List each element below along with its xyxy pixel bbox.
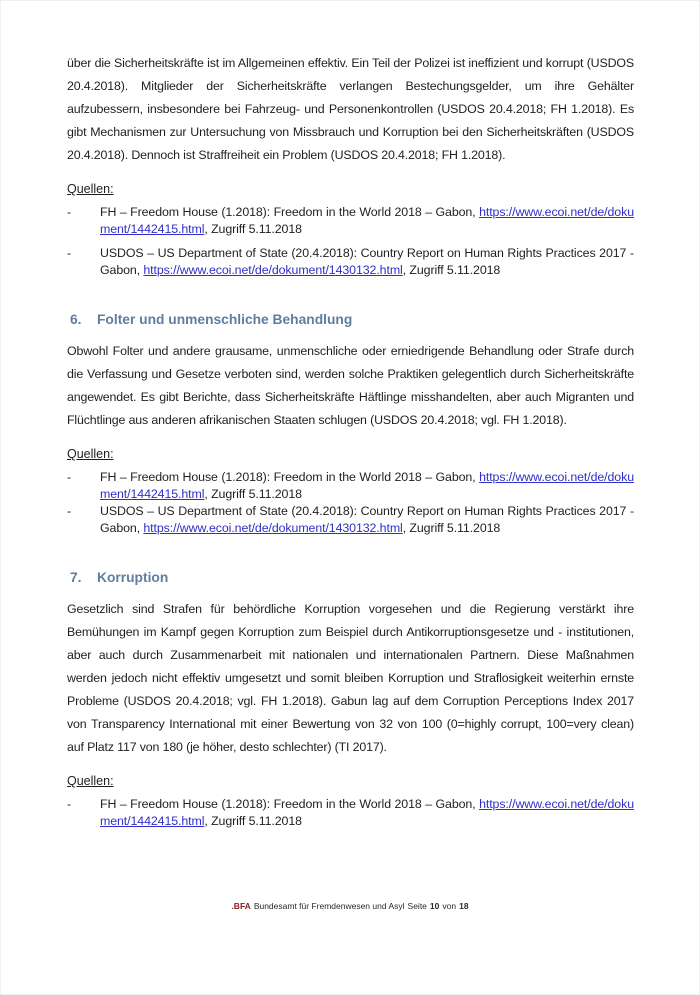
bullet-dash: - <box>67 246 72 260</box>
source-entry <box>100 204 634 237</box>
bullet-dash: - <box>67 504 72 518</box>
footer-of-word: von <box>442 901 457 911</box>
source-link-fh[interactable]: https://www.ecoi.net/de/dokument/1442415.html <box>100 797 634 828</box>
sources-block-1 <box>67 182 634 278</box>
footer-page-total: 18 <box>459 901 469 911</box>
source-entry <box>100 503 634 536</box>
source-access-date: , Zugriff 5.11.2018 <box>204 813 302 828</box>
paragraph-torture: Obwohl Folter und andere grausame, unmenschliche oder erniedrigende Behandlung oder Strafe durch die Verfassung und Gesetze verboten sind, werden solche Praktiken gelegentlich durch Sicherheitskräfte angewendet. Es gibt Berichte, dass Sicherheitskräfte Häftlinge misshandelten, aber auch Migranten und Flüchtlinge aus anderen afrikanischen Staaten schlugen (USDOS 20.4.2018; vgl. FH 1.2018). <box>67 344 634 427</box>
bullet-dash: - <box>67 797 72 811</box>
source-entry <box>100 245 634 278</box>
source-access-date: , Zugriff 5.11.2018 <box>204 221 302 236</box>
source-citation-text: USDOS – US Department of State (20.4.2018): Country Report on Human Rights Practices 2017 - Gabon, <box>100 246 634 277</box>
source-citation-text: USDOS – US Department of State (20.4.2018): Country Report on Human Rights Practices 2017 - Gabon, <box>100 504 634 535</box>
bullet-dash: - <box>67 205 72 219</box>
section-number: 7. <box>70 570 82 585</box>
source-link-usdos[interactable]: https://www.ecoi.net/de/dokument/1430132.html <box>143 262 403 277</box>
source-link-fh[interactable]: https://www.ecoi.net/de/dokument/1442415.html <box>100 205 634 236</box>
source-list <box>67 796 634 829</box>
source-citation-text: FH – Freedom House (1.2018): Freedom in the World 2018 – Gabon, <box>100 797 480 811</box>
source-access-date: , Zugriff 5.11.2018 <box>402 262 501 277</box>
section-heading-6 <box>67 310 634 329</box>
source-link-fh[interactable]: https://www.ecoi.net/de/dokument/1442415.html <box>100 470 634 501</box>
sources-label: Quellen: <box>67 774 114 788</box>
page-footer <box>0 901 700 912</box>
list-item-source-usdos <box>67 245 634 278</box>
list-item-source-fh <box>67 796 634 829</box>
list-item-source-fh <box>67 204 634 237</box>
section-title: Korruption <box>97 570 169 585</box>
source-citation-text: FH – Freedom House (1.2018): Freedom in the World 2018 – Gabon, <box>100 205 480 219</box>
footer-org-name: Bundesamt für Fremdenwesen und Asyl <box>253 901 405 911</box>
footer-page-word: Seite <box>407 901 427 911</box>
source-access-date: , Zugriff 5.11.2018 <box>204 486 302 501</box>
sources-block-2 <box>67 447 634 536</box>
footer-page-number: 10 <box>429 901 440 911</box>
source-entry <box>100 796 634 829</box>
list-item-source-fh <box>67 469 634 502</box>
section-title: Folter und unmenschliche Behandlung <box>97 312 353 327</box>
source-link-usdos[interactable]: https://www.ecoi.net/de/dokument/1430132.html <box>143 520 403 535</box>
source-access-date: , Zugriff 5.11.2018 <box>402 520 501 535</box>
bfa-logo-text: .BFA <box>231 901 251 911</box>
source-list <box>67 204 634 278</box>
paragraph-security-forces: über die Sicherheitskräfte ist im Allgemeinen effektiv. Ein Teil der Polizei ist ineffizient und korrupt (USDOS 20.4.2018). Mitglieder der Sicherheitskräfte verlangen Bestechungsgelder, um ihre Gehälter aufzubessern, insbesondere bei Fahrzeug- und Personenkontrollen (USDOS 20.4.2018; FH 1.2018). Es gibt Mechanismen zur Untersuchung von Missbrauch und Korruption bei den Sicherheitskräften (USDOS 20.4.2018). Dennoch ist Straffreiheit ein Problem (USDOS 20.4.2018; FH 1.2018). <box>67 56 634 162</box>
sources-label: Quellen: <box>67 447 114 461</box>
section-heading-7 <box>67 568 634 587</box>
source-entry <box>100 469 634 502</box>
source-citation-text: FH – Freedom House (1.2018): Freedom in the World 2018 – Gabon, <box>100 470 480 484</box>
source-list <box>67 469 634 536</box>
sources-block-3 <box>67 774 634 829</box>
sources-label: Quellen: <box>67 182 114 196</box>
list-item-source-usdos <box>67 503 634 536</box>
bullet-dash: - <box>67 470 72 484</box>
section-number: 6. <box>70 312 82 327</box>
paragraph-corruption: Gesetzlich sind Strafen für behördliche Korruption vorgesehen und die Regierung verstärkt ihre Bemühungen im Kampf gegen Korruption zum Beispiel durch Antikorruptionsgesetze und - institutionen, aber auch durch Zusammenarbeit mit nationalen und internationalen Partnern. Diese Maßnahmen werden jedoch nicht effektiv umgesetzt und somit bleiben Korruption und Straflosigkeit weiterhin ernste Probleme (USDOS 20.4.2018; vgl. FH 1.2018). Gabun lag auf dem Corruption Perceptions Index 2017 von Transparency International mit einer Bewertung von 32 von 100 (0=highly corrupt, 100=very clean) auf Platz 117 von 180 (je höher, desto schlechter) (TI 2017). <box>67 602 634 754</box>
